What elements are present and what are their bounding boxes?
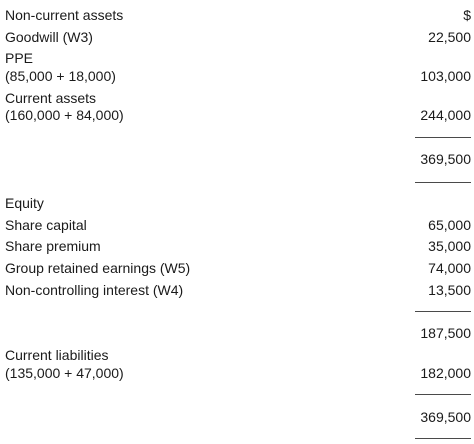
equity-total-value: 187,500 xyxy=(420,325,471,341)
total-rule xyxy=(415,182,471,183)
total-assets-value: 369,500 xyxy=(420,151,471,167)
current-liabilities-label: Current liabilities xyxy=(5,347,109,363)
retained-earnings-label: Group retained earnings (W5) xyxy=(5,260,191,276)
ppe-value: 103,000 xyxy=(420,68,471,84)
share-capital-value: 65,000 xyxy=(428,217,471,233)
goodwill-label: Goodwill (W3) xyxy=(5,29,93,45)
goodwill-value: 22,500 xyxy=(428,29,471,45)
subtotal-rule xyxy=(415,394,471,395)
retained-earnings-value: 74,000 xyxy=(428,260,471,276)
section-heading-non-current-assets: Non-current assets xyxy=(5,7,124,23)
share-capital-label: Share capital xyxy=(5,217,87,233)
subtotal-rule xyxy=(415,311,471,312)
current-assets-value: 244,000 xyxy=(420,107,471,123)
nci-value: 13,500 xyxy=(428,282,471,298)
total-equity-and-liabilities-value: 369,500 xyxy=(420,409,471,425)
ppe-label: PPE xyxy=(5,50,34,66)
current-liabilities-calculation: (135,000 + 47,000) xyxy=(5,365,124,381)
current-liabilities-value: 182,000 xyxy=(420,365,471,381)
subtotal-rule xyxy=(415,137,471,138)
share-premium-value: 35,000 xyxy=(428,238,471,254)
current-assets-calculation: (160,000 + 84,000) xyxy=(5,107,124,123)
total-rule xyxy=(415,438,471,439)
current-assets-label: Current assets xyxy=(5,90,97,106)
ppe-calculation: (85,000 + 18,000) xyxy=(5,68,116,84)
currency-column-header: $ xyxy=(463,7,471,23)
share-premium-label: Share premium xyxy=(5,238,101,254)
nci-label: Non-controlling interest (W4) xyxy=(5,282,184,298)
section-heading-equity: Equity xyxy=(5,195,44,211)
